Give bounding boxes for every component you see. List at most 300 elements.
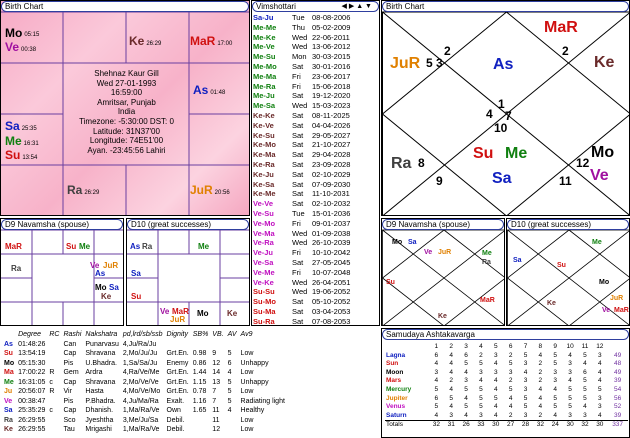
dasha-date: 07-08-2053: [312, 316, 351, 326]
planet-cell: Ardra: [85, 369, 103, 376]
av-cell: 3: [597, 351, 602, 359]
dasha-weekday: Sat: [292, 199, 304, 209]
house-12: 12: [576, 156, 590, 170]
av-cell: 3: [553, 377, 558, 385]
av-row: [385, 369, 628, 378]
av-row-total: 49: [614, 368, 622, 376]
av-cell: 5: [479, 360, 483, 368]
av-row-total: 56: [614, 394, 622, 402]
planet-cell: 9: [212, 350, 217, 357]
dasha-weekday: Wed: [292, 42, 308, 52]
av-cell: 4: [583, 403, 587, 411]
panel-title-birth-chart: Birth Chart: [1, 1, 249, 12]
av-cell: 4: [493, 403, 498, 411]
av-total-cell: 27: [507, 421, 515, 429]
planet-cell: 4,Ra/Ve/Me: [122, 369, 160, 376]
native-name: Shehnaz Kaur Gill: [94, 69, 159, 78]
dasha-date: 05-02-2009: [312, 22, 351, 32]
av-cell: 5: [568, 394, 572, 402]
av-cell: 3: [568, 411, 572, 419]
av-row-label: Lagna: [386, 351, 406, 359]
planet-cell: Vir: [63, 388, 72, 395]
panel-title-d10-north: D10 (great successes): [507, 219, 629, 230]
av-cell: 4: [464, 394, 468, 402]
dasha-weekday: Wed: [292, 101, 308, 111]
av-cell: 5: [583, 377, 587, 385]
planet-cell: Low: [240, 426, 254, 433]
planet-cell: [226, 340, 239, 350]
panel-title-d9-north: D9 Navamsha (spouse): [382, 219, 504, 230]
dasha-weekday: Fri: [292, 248, 301, 258]
av-cell: 3: [583, 411, 587, 419]
dasha-date: 01-09-2038: [312, 228, 351, 238]
d9n-mar: MaR: [480, 297, 495, 304]
n-planet-as: As: [493, 56, 514, 73]
av-row-total: 39: [614, 411, 622, 419]
d9-chart-north: [381, 218, 505, 326]
av-column-header: 10: [566, 343, 574, 350]
planet-name: Su: [4, 350, 13, 357]
av-cell: 2: [508, 351, 513, 359]
birth-date: Wed 27-01-1993: [96, 78, 157, 88]
planet-cell: Jyeshtha: [85, 416, 114, 424]
dasha-weekday: Fri: [292, 71, 301, 81]
dasha-period: Ke-Ju: [253, 169, 274, 179]
dasha-weekday: Sat: [292, 140, 304, 150]
av-cell: 5: [597, 385, 602, 393]
planet-cell: [191, 416, 211, 426]
dasha-date: 15-03-2023: [312, 101, 351, 111]
planet-cell: Low: [240, 388, 254, 395]
av-total-cell: 33: [477, 421, 485, 429]
av-cell: 4: [493, 385, 498, 393]
dasha-period: Ke-Ve: [253, 120, 274, 130]
av-row-label: Moon: [386, 368, 404, 376]
d10-mar: MaR: [172, 307, 189, 316]
dasha-weekday: Sat: [292, 316, 304, 326]
dasha-period: Ve-Ve: [253, 199, 274, 209]
av-cell: 3: [553, 368, 558, 376]
planet-cell: R: [49, 369, 55, 376]
planet-cell: Pis: [63, 359, 74, 367]
dasha-period: Sa-Ju: [253, 13, 274, 22]
av-cell: 3: [493, 368, 498, 376]
d10-jur: JuR: [170, 315, 186, 324]
av-totals-row: [385, 421, 628, 430]
d9n-su: Su: [386, 279, 395, 286]
dasha-weekday: Tue: [292, 209, 305, 218]
planet-cell: [239, 340, 287, 350]
av-cell: 5: [523, 351, 528, 359]
av-row-total: 49: [614, 351, 622, 359]
planet-cell: Radiating light: [240, 397, 285, 405]
av-cell: 4: [479, 377, 483, 385]
d10-ra: Ra: [142, 242, 153, 251]
d10n-ve: Ve: [602, 307, 611, 314]
planet-name: As: [4, 340, 13, 348]
d9-chart-south: [0, 218, 124, 326]
d10-chart-north: [506, 218, 630, 326]
planet-cell: 1.65: [192, 407, 207, 414]
timezone: Timezone: -5:30:00 DST: 0: [79, 116, 174, 126]
av-cell: 5: [553, 403, 558, 411]
planet-cell: Mrigashi: [85, 426, 112, 433]
planet-table-header: Rashi: [63, 331, 82, 338]
av-cell: 3: [464, 377, 468, 385]
panel-title-d9: D9 Navamsha (spouse): [1, 219, 123, 230]
dasha-date: 08-08-2006: [312, 13, 351, 22]
av-row-label: Mercury: [386, 385, 412, 393]
av-column-header: 5: [493, 343, 498, 350]
d10n-sa: Sa: [513, 257, 522, 264]
planet-table-header: pd,lrd/sb/ssb: [122, 331, 163, 338]
d9-ra: Ra: [11, 264, 22, 273]
longitude: Longitude: 74E51'00: [89, 136, 164, 146]
av-cell: 4: [434, 360, 439, 368]
av-cell: 3: [568, 368, 572, 376]
av-total-cell: 32: [581, 421, 589, 429]
n-planet-sa: Sa: [492, 170, 512, 187]
av-cell: 4: [449, 385, 454, 393]
av-cell: 3: [449, 411, 454, 419]
av-cell: 6: [434, 351, 439, 359]
dasha-weekday: Sat: [292, 297, 304, 307]
dasha-weekday: Sat: [292, 160, 304, 169]
av-cell: 4: [434, 411, 439, 419]
av-cell: 4: [568, 351, 572, 359]
planet-cell: 5: [227, 397, 232, 405]
d9-su: Su: [66, 242, 77, 251]
table-row[interactable]: [2, 368, 287, 378]
birth-place: Amritsar, Punjab: [97, 97, 156, 107]
planet-cell: 25:35:29: [18, 407, 46, 414]
planet-cell: 6: [227, 359, 232, 367]
ayanamsa: Ayan. -23:45:56 Lahiri: [87, 145, 166, 155]
table-row[interactable]: [2, 406, 287, 416]
birth-info: [64, 69, 189, 155]
house-1: 1: [498, 97, 505, 111]
n-planet-ra: Ra: [391, 155, 412, 172]
dasha-weekday: Sat: [292, 91, 304, 101]
av-cell: 3: [479, 411, 483, 419]
planet-cell: 4,Ju/Ra/Ju: [122, 340, 157, 348]
dasha-weekday: Wed: [292, 238, 308, 248]
av-cell: 4: [449, 351, 454, 359]
planet-name: Ra: [4, 416, 13, 424]
av-cell: 4: [568, 377, 572, 385]
planet-cell: 1,Ma/Ra/Ve: [122, 426, 160, 433]
av-row-label: Jupiter: [386, 394, 408, 402]
av-cell: 5: [434, 403, 439, 411]
planet-cell: 00:38:47: [18, 397, 46, 405]
dasha-date: 15-06-2018: [312, 81, 351, 91]
av-cell: 5: [583, 394, 587, 402]
planet-cell: Exalt.: [166, 397, 185, 405]
av-cell: 5: [583, 385, 587, 393]
av-cell: 5: [553, 351, 558, 359]
planet-cell: [191, 340, 211, 350]
planet-cell: 16:31:05: [18, 378, 46, 386]
av-cell: 5: [523, 403, 528, 411]
dasha-period: Me-Sa: [253, 101, 276, 111]
planet-cell: 0.86: [192, 359, 207, 367]
av-cell: 5: [568, 403, 572, 411]
av-cell: 5: [479, 394, 483, 402]
dasha-period: Me-Ve: [253, 42, 275, 52]
dasha-date: 30-01-2016: [312, 62, 351, 71]
planet-cell: 4,Ju/Ma/Ra: [122, 397, 159, 405]
av-column-header: 7: [523, 343, 528, 350]
planet-table-header: Av9: [240, 331, 253, 338]
dasha-period: Ve-Sa: [253, 258, 274, 267]
dasha-date: 27-05-2045: [312, 258, 351, 267]
av-cell: 4: [508, 394, 513, 402]
av-cell: 5: [449, 394, 454, 402]
house-9: 9: [436, 174, 443, 188]
av-total-cell: 26: [462, 421, 470, 429]
av-row-total: 39: [614, 377, 622, 385]
av-totals-label: Totals: [386, 421, 403, 429]
dasha-period: Ve-Ra: [253, 238, 274, 248]
house-10: 10: [494, 121, 508, 135]
planet-cell: Low: [240, 350, 254, 357]
planet-cell: Punarvasu: [85, 340, 119, 348]
panel-title-ashtakavarga: Samudaya Ashtakavarga: [382, 329, 629, 340]
av-cell: 4: [538, 385, 543, 393]
d10-mo: Mo: [197, 309, 209, 318]
planet-cell: Enemy: [166, 359, 189, 367]
dasha-period: Ve-Ma: [253, 228, 275, 238]
planet-cell: Debil.: [166, 416, 185, 424]
planet-cell: Cap: [63, 350, 77, 357]
av-cell: 3: [479, 368, 483, 376]
planet-cell: 14: [212, 369, 221, 376]
av-cell: 6: [434, 394, 439, 402]
planet-cell: U.Bhadra.: [85, 359, 117, 367]
table-row[interactable]: [2, 359, 287, 369]
av-total-cell: 32: [432, 421, 440, 429]
av-row-label: Venus: [386, 403, 406, 411]
planet-cell: Grt.En.: [166, 378, 189, 386]
planet-cell: [165, 340, 191, 350]
dasha-weekday: Mon: [292, 52, 307, 62]
dasha-period: Su-Mo: [253, 297, 276, 307]
av-row: [385, 360, 628, 369]
planet-cell: 4: [227, 407, 232, 414]
av-cell: 4: [583, 360, 587, 368]
planet-table-header: Nakshatra: [85, 331, 118, 338]
planet-cell: 2,Mo/Ve/Ve: [122, 378, 159, 386]
table-row[interactable]: [2, 378, 287, 388]
av-cell: 4: [597, 368, 602, 376]
dasha-date: 23-06-2017: [312, 71, 351, 81]
planet-cell: 7: [212, 397, 217, 405]
planet-cell: 1,Sa/Sa/Ju: [122, 359, 158, 367]
planet-name: Mo: [4, 359, 15, 367]
planet-cell: Healthy: [240, 407, 265, 414]
av-row: [385, 377, 628, 386]
av-cell: 6: [464, 351, 468, 359]
planet-cell: [47, 349, 61, 359]
planet-table-header: [2, 330, 16, 340]
d10-chart-south: [126, 218, 250, 326]
av-row: [385, 412, 628, 421]
av-row-label: Saturn: [386, 411, 407, 419]
planet-cell: Cap: [63, 378, 77, 386]
av-column-header: 12: [596, 343, 604, 350]
dasha-period: Ke-Ke: [253, 111, 275, 120]
dasha-date: 07-09-2030: [312, 179, 351, 189]
planet-cell: 20:56:07: [18, 388, 46, 395]
dasha-weekday: Sat: [292, 179, 304, 189]
planet-cell: 1.15: [192, 378, 207, 386]
d9-jur: JuR: [103, 261, 119, 270]
dasha-date: 26-10-2039: [312, 238, 351, 248]
planet-cell: R: [49, 388, 55, 395]
d9-sa: Sa: [109, 283, 119, 292]
av-cell: 5: [508, 360, 513, 368]
planet-cell: 17:00:22: [18, 369, 46, 376]
birth-chart-north: [381, 0, 630, 216]
planet-cell: 5: [227, 388, 232, 395]
dasha-period: Ke-Mo: [253, 140, 276, 150]
dasha-weekday: Sat: [292, 169, 304, 179]
n-planet-me: Me: [505, 145, 528, 162]
d9n-me: Me: [482, 250, 492, 257]
ashtakavarga-table: [385, 343, 628, 430]
d9-ve: Ve: [90, 261, 100, 270]
d9-as: As: [95, 269, 106, 278]
av-cell: 4: [538, 394, 543, 402]
av-cell: 4: [597, 360, 602, 368]
table-row[interactable]: [2, 416, 287, 426]
av-total-header: [607, 343, 628, 352]
av-cell: 4: [449, 360, 454, 368]
dasha-period: Su-Su: [253, 287, 275, 297]
av-cell: 2: [479, 351, 483, 359]
planet-cell: 1,Ma/Ra/Ve: [122, 407, 160, 414]
d9n-jur: JuR: [438, 249, 452, 256]
planet-table-header: Degree: [18, 331, 42, 338]
av-cell: 4: [464, 368, 468, 376]
planet-cell: c: [49, 407, 53, 414]
planet-cell: Gem: [63, 369, 79, 376]
av-total-cell: 32: [536, 421, 544, 429]
planet-cell: [226, 425, 239, 435]
planet-sa: Sa 25:35: [5, 119, 37, 133]
table-row[interactable]: [2, 397, 287, 407]
dasha-weekday: Wed: [292, 287, 308, 297]
planet-name: Me: [4, 378, 14, 386]
d10n-ke: Ke: [547, 300, 556, 307]
planet-cell: 05:15:30: [18, 359, 46, 367]
n-planet-mar: MaR: [544, 19, 578, 36]
av-cell: 4: [597, 377, 602, 385]
av-cell: 2: [508, 411, 513, 419]
planet-cell: 4,Mo/Ve/Mo: [122, 388, 161, 395]
av-cell: 5: [583, 351, 587, 359]
dasha-date: 21-10-2027: [312, 140, 351, 150]
av-row: [385, 395, 628, 404]
dasha-date: 13-06-2012: [312, 42, 351, 52]
planet-cell: [191, 425, 211, 435]
dasha-date: 05-10-2052: [312, 297, 351, 307]
av-total-cell: 28: [521, 421, 530, 429]
av-row-total: 48: [614, 360, 622, 368]
d10n-jur: JuR: [610, 295, 624, 302]
n-planet-su: Su: [473, 145, 494, 162]
planet-cell: Cap: [63, 407, 77, 414]
dasha-date: 03-04-2053: [312, 307, 351, 316]
dasha-period: Su-Ra: [253, 316, 275, 326]
panel-title-vimshottari: Vimshottari ◀ ▶ ▲ ▼: [252, 1, 379, 12]
d9-mar: MaR: [5, 242, 22, 251]
dasha-weekday: Sat: [292, 307, 304, 316]
house-3: 3: [436, 56, 443, 70]
d9n-mo: Mo: [392, 239, 403, 246]
dasha-period: Ve-Ju: [253, 248, 274, 258]
dasha-date: 08-11-2025: [312, 111, 350, 120]
table-row[interactable]: [2, 387, 287, 397]
dasha-period: Ve-Mo: [253, 218, 276, 228]
av-cell: 6: [583, 368, 587, 376]
dasha-date: 30-03-2015: [312, 52, 351, 62]
av-cell: 4: [493, 411, 498, 419]
planet-ra: Ra 26:29: [67, 183, 100, 197]
dasha-weekday: Sat: [292, 120, 304, 130]
table-row[interactable]: [2, 340, 287, 350]
dasha-date: 29-05-2027: [312, 130, 351, 140]
av-grand-total: 337: [612, 421, 624, 429]
dasha-date: 26-04-2051: [312, 277, 351, 287]
nav-arrows[interactable]: ◀ ▶ ▲ ▼: [341, 3, 372, 10]
av-column-header: 9: [553, 343, 558, 350]
av-cell: 5: [434, 385, 439, 393]
av-cell: 4: [449, 403, 454, 411]
d10-ve: Ve: [160, 307, 170, 316]
av-cell: 5: [464, 403, 468, 411]
house-11: 11: [559, 174, 572, 188]
n-planet-mo: Mo: [591, 144, 615, 161]
planet-me: Me 16:31: [5, 134, 39, 148]
d10-ke: Ke: [227, 309, 238, 318]
d9n-ve: Ve: [424, 249, 433, 256]
table-row[interactable]: [2, 349, 287, 359]
dasha-date: 11-10-2031: [312, 189, 350, 199]
dasha-date: 23-09-2028: [312, 160, 351, 169]
av-cell: 5: [464, 385, 468, 393]
planet-table: [2, 330, 287, 435]
av-cell: 2: [538, 360, 543, 368]
planet-cell: 0.98: [192, 350, 207, 357]
av-cell: 4: [508, 403, 513, 411]
d10n-mar: MaR: [614, 307, 629, 314]
av-cell: 5: [464, 360, 468, 368]
planet-cell: 11: [212, 416, 220, 424]
planet-cell: Low: [240, 416, 254, 424]
av-cell: 3: [523, 377, 528, 385]
dasha-date: 15-01-2036: [312, 209, 351, 218]
av-cell: 4: [538, 351, 543, 359]
birth-time: 16:59:00: [110, 88, 143, 98]
planet-cell: 13:54:19: [18, 350, 46, 357]
table-row[interactable]: [2, 425, 287, 435]
planet-cell: [210, 340, 225, 350]
house-2b: 2: [562, 44, 569, 58]
dasha-period: Ke-Ma: [253, 150, 276, 160]
av-column-header: 1: [434, 343, 439, 350]
planet-cell: [47, 397, 61, 407]
